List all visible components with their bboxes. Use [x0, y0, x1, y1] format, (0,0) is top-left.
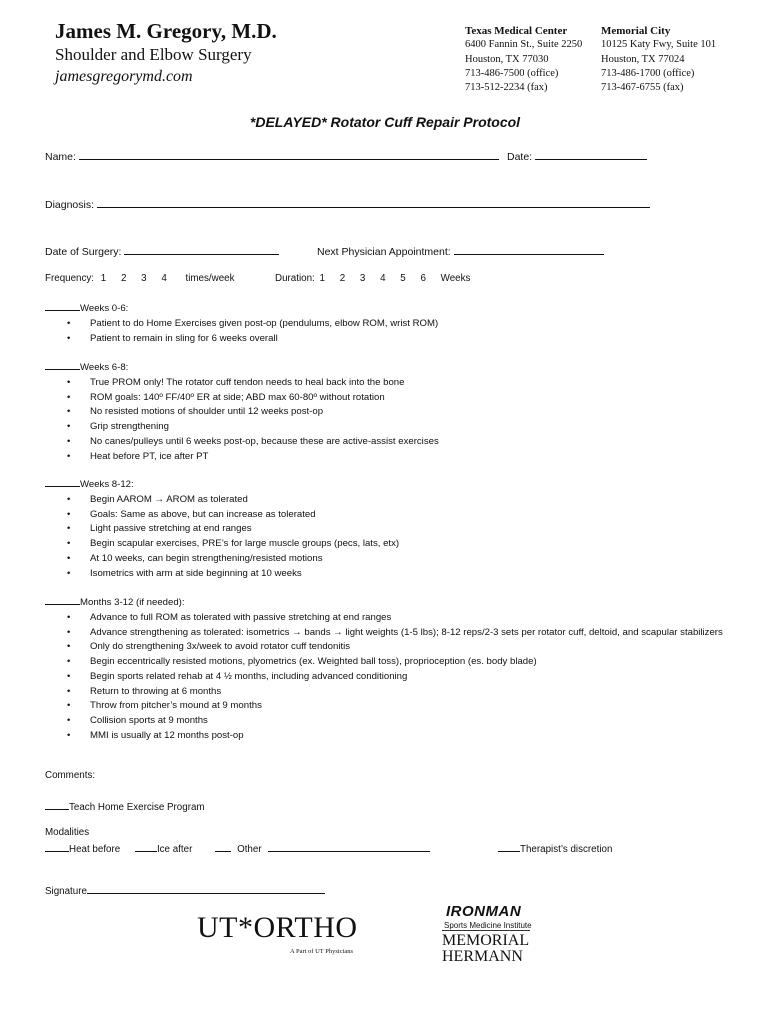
ice-check-blank[interactable] [135, 841, 157, 852]
list-item: • MMI is usually at 12 months post-op [45, 729, 723, 744]
duration-option[interactable]: 6 [420, 273, 426, 284]
frequency-option[interactable]: 4 [161, 273, 167, 284]
location-memorial [601, 24, 716, 95]
section-heading [45, 359, 439, 376]
list-item: • Patient to do Home Exercises given post-op (pendulums, elbow ROM, wrist ROM) [45, 317, 438, 332]
location-line: Houston, TX 77024 [601, 53, 685, 65]
ironman-subtitle: Sports Medicine Institute [444, 921, 532, 930]
location-line: 713-486-7500 (office) [465, 67, 559, 79]
list-item: • Heat before PT, ice after PT [45, 450, 439, 465]
diagnosis-label: Diagnosis: [45, 199, 97, 211]
location-name: Memorial City [601, 25, 671, 37]
name-field[interactable] [79, 149, 499, 160]
discretion-label: Therapist’s discretion [520, 844, 613, 855]
frequency-option[interactable]: 1 [100, 273, 107, 284]
frequency-unit: times/week [185, 273, 235, 284]
section-heading [45, 300, 438, 317]
list-item: • Advance to full ROM as tolerated with passive stretching at end ranges [45, 611, 723, 626]
discretion-row [498, 841, 612, 855]
frequency-option[interactable]: 3 [141, 273, 147, 284]
list-item: • Goals: Same as above, but can increase as tolerated [45, 508, 399, 523]
diagnosis-row [45, 197, 650, 211]
section-weeks-8-12 [45, 476, 399, 581]
ut-ortho-subtitle: A Part of UT Physicians [290, 948, 354, 955]
list-item: • Isometrics with arm at side beginning at 10 weeks [45, 567, 399, 582]
duration-label: Duration: [275, 273, 315, 284]
section-heading [45, 594, 723, 611]
heat-label: Heat before [69, 844, 121, 855]
surgery-date-row [45, 244, 279, 258]
location-line: 713-512-2234 (fax) [465, 82, 548, 94]
other-label: Other [237, 844, 262, 855]
frequency-option[interactable]: 2 [120, 273, 127, 284]
date-row [507, 149, 647, 163]
frequency-row [45, 273, 235, 284]
list-item: • True PROM only! The rotator cuff tendon needs to heal back into the bone [45, 376, 439, 391]
list-item: • No canes/pulleys until 6 weeks post-op, because these are active-assist exercises [45, 435, 439, 450]
logo-divider [442, 930, 530, 931]
list-item: • Only do strengthening 3x/week to avoid rotator cuff tendonitis [45, 640, 723, 655]
teach-hep-row [45, 799, 205, 813]
hermann-text: HERMANN [442, 948, 523, 965]
date-label: Date: [507, 151, 536, 163]
location-line: 10125 Katy Fwy, Suite 101 [601, 39, 717, 51]
next-appointment-label: Next Physician Appointment: [317, 246, 454, 258]
list-item: • At 10 weeks, can begin strengthening/resisted motions [45, 552, 399, 567]
duration-option[interactable]: 4 [380, 273, 386, 284]
heat-check-blank[interactable] [45, 841, 69, 852]
specialty: Shoulder and Elbow Surgery [55, 45, 252, 64]
date-field[interactable] [535, 149, 647, 160]
signature-field[interactable] [87, 883, 325, 894]
other-field[interactable] [268, 841, 430, 852]
list-item: • Collision sports at 9 months [45, 714, 723, 729]
section-heading [45, 476, 399, 493]
section-heading-text: Weeks 6-8: [80, 362, 129, 373]
ice-label: Ice after [156, 844, 193, 855]
signature-row [45, 883, 325, 897]
section-check-blank[interactable] [45, 476, 80, 487]
modalities-row [45, 841, 430, 855]
list-item: • ROM goals: 140º FF/40º ER at side; ABD max 60-80º without rotation [45, 391, 439, 406]
duration-option[interactable]: 2 [339, 273, 346, 284]
discretion-check-blank[interactable] [498, 841, 520, 852]
duration-option[interactable]: 3 [359, 273, 366, 284]
list-item: • Throw from pitcher’s mound at 9 months [45, 699, 723, 714]
section-check-blank[interactable] [45, 594, 80, 605]
list-item: • Light passive stretching at end ranges [45, 522, 399, 537]
surgery-date-label: Date of Surgery: [45, 246, 125, 258]
section-weeks-6-8 [45, 359, 439, 464]
ironman-logo: IRONMAN [446, 903, 522, 920]
frequency-label: Frequency: [45, 273, 95, 284]
section-check-blank[interactable] [45, 300, 80, 311]
page-title: *DELAYED* Rotator Cuff Repair Protocol [249, 114, 521, 130]
signature-label: Signature [45, 886, 87, 897]
list-item: • Begin scapular exercises, PRE’s for large muscle groups (pecs, lats, etx) [45, 537, 399, 552]
location-line: Houston, TX 77030 [465, 53, 549, 65]
name-label: Name: [45, 151, 79, 163]
section-heading-text: Months 3-12 (if needed): [80, 597, 185, 608]
memorial-text: MEMORIAL [442, 932, 530, 949]
list-item: • Grip strengthening [45, 420, 439, 435]
next-appointment-field[interactable] [454, 244, 604, 255]
duration-option[interactable]: 5 [400, 273, 406, 284]
modalities-label: Modalities [45, 827, 90, 838]
section-heading-text: Weeks 8-12: [80, 479, 134, 490]
doctor-name: James M. Gregory, M.D. [55, 19, 277, 43]
list-item: • Begin eccentrically resisted motions, plyometrics (ex. Weighted ball toss), proprioception (es. body blade) [45, 655, 723, 670]
diagnosis-field[interactable] [97, 197, 650, 208]
location-line: 713-467-6755 (fax) [601, 82, 684, 94]
list-item: • Patient to remain in sling for 6 weeks overall [45, 332, 438, 347]
name-row [45, 149, 499, 163]
website: jamesgregorymd.com [55, 68, 193, 85]
section-weeks-0-6 [45, 300, 438, 346]
list-item: • Begin sports related rehab at 4 ½ months, including advanced conditioning [45, 670, 723, 685]
location-line: 713-486-1700 (office) [601, 67, 695, 79]
duration-unit: Weeks [440, 273, 471, 284]
list-item: • Advance strengthening as tolerated: isometrics → bands → light weights (1-5 lbs); 8-12 reps/2-3 sets per rotator cuff, deltoid, and scapular stabilizers [45, 626, 723, 641]
teach-hep-label: Teach Home Exercise Program [69, 802, 205, 813]
location-line: 6400 Fannin St., Suite 2250 [465, 39, 583, 51]
section-months-3-12 [45, 594, 723, 744]
duration-option[interactable]: 1 [319, 273, 325, 284]
list-item: • Begin AAROM → AROM as tolerated [45, 493, 399, 508]
section-check-blank[interactable] [45, 359, 80, 370]
list-item: • No resisted motions of shoulder until 12 weeks post-op [45, 405, 439, 420]
next-appointment-row [317, 244, 604, 258]
section-heading-text: Weeks 0-6: [80, 303, 129, 314]
duration-row [275, 273, 470, 284]
surgery-date-field[interactable] [124, 244, 279, 255]
comments-label: Comments: [45, 770, 96, 781]
list-item: • Return to throwing at 6 months [45, 685, 723, 700]
location-name: Texas Medical Center [465, 25, 568, 37]
teach-hep-check-blank[interactable] [45, 799, 69, 810]
ut-ortho-logo: UT*ORTHO [197, 911, 358, 944]
other-check-blank[interactable] [215, 841, 231, 852]
location-tmc [465, 24, 582, 95]
memorial-hermann-logo [442, 933, 529, 965]
